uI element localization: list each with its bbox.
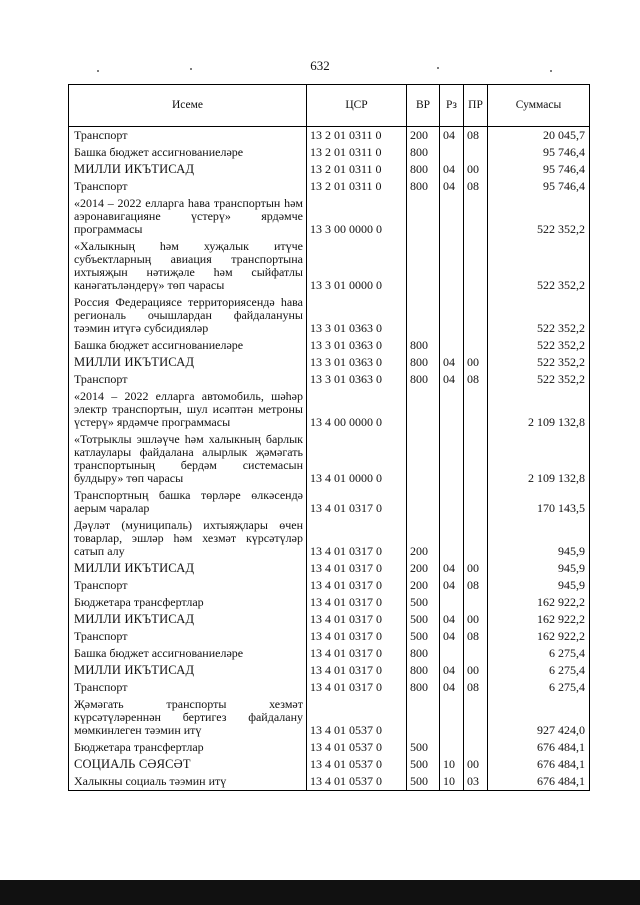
- table-row: [69, 161, 590, 178]
- cell-name: МИЛЛИ ИКЪТИСАД: [69, 161, 307, 178]
- cell-vr: 500: [407, 756, 440, 773]
- cell-pr: [464, 487, 488, 517]
- cell-name: «2014 – 2022 елларга һава транспортын һәм аэронавигацияне үстерү» ярдәмче программасы: [69, 195, 307, 238]
- cell-rz: 04: [440, 628, 464, 645]
- table-row: [69, 611, 590, 628]
- cell-sum: 95 746,4: [488, 178, 590, 195]
- scan-speck: [550, 70, 552, 72]
- cell-vr: 500: [407, 739, 440, 756]
- header-pr: ПР: [464, 85, 488, 127]
- cell-rz: 04: [440, 161, 464, 178]
- cell-pr: [464, 294, 488, 337]
- table-row: [69, 773, 590, 790]
- cell-name: Бюджетара трансфертлар: [69, 594, 307, 611]
- cell-rz: 04: [440, 354, 464, 371]
- cell-sum: 2 109 132,8: [488, 388, 590, 431]
- table-row: [69, 739, 590, 756]
- cell-name: Транспорт: [69, 679, 307, 696]
- cell-pr: 00: [464, 662, 488, 679]
- cell-pr: [464, 144, 488, 161]
- cell-pr: [464, 517, 488, 560]
- cell-csr: 13 2 01 0311 0: [307, 161, 407, 178]
- cell-vr: 800: [407, 679, 440, 696]
- cell-csr: 13 3 00 0000 0: [307, 195, 407, 238]
- cell-rz: [440, 238, 464, 294]
- header-sum: Суммасы: [488, 85, 590, 127]
- cell-csr: 13 2 01 0311 0: [307, 144, 407, 161]
- cell-name: Транспорт: [69, 371, 307, 388]
- cell-csr: 13 3 01 0000 0: [307, 238, 407, 294]
- table-row: [69, 371, 590, 388]
- cell-name: Транспорт: [69, 178, 307, 195]
- scan-speck: [437, 67, 439, 69]
- table-row: [69, 679, 590, 696]
- cell-rz: [440, 144, 464, 161]
- cell-name: МИЛЛИ ИКЪТИСАД: [69, 354, 307, 371]
- cell-name: «2014 – 2022 елларга автомобиль, шәһәр электр транспортын, шул исәптән метроны үстерү» ярдәмче программасы: [69, 388, 307, 431]
- cell-csr: 13 4 01 0317 0: [307, 594, 407, 611]
- cell-name: Бюджетара трансфертлар: [69, 739, 307, 756]
- cell-sum: 162 922,2: [488, 594, 590, 611]
- cell-sum: 522 352,2: [488, 337, 590, 354]
- scan-speck: [190, 68, 192, 70]
- cell-name: МИЛЛИ ИКЪТИСАД: [69, 611, 307, 628]
- cell-pr: 00: [464, 756, 488, 773]
- cell-rz: [440, 487, 464, 517]
- cell-rz: [440, 388, 464, 431]
- cell-rz: 04: [440, 560, 464, 577]
- cell-pr: [464, 431, 488, 487]
- cell-sum: 2 109 132,8: [488, 431, 590, 487]
- cell-vr: 500: [407, 594, 440, 611]
- cell-sum: 522 352,2: [488, 371, 590, 388]
- cell-pr: 08: [464, 679, 488, 696]
- cell-name: МИЛЛИ ИКЪТИСАД: [69, 560, 307, 577]
- cell-vr: 800: [407, 662, 440, 679]
- cell-rz: 04: [440, 577, 464, 594]
- cell-vr: 800: [407, 337, 440, 354]
- cell-vr: 800: [407, 178, 440, 195]
- table-bottom-border: [69, 790, 590, 791]
- cell-pr: 08: [464, 127, 488, 145]
- cell-csr: 13 4 01 0317 0: [307, 611, 407, 628]
- cell-csr: 13 4 01 0317 0: [307, 628, 407, 645]
- cell-pr: [464, 238, 488, 294]
- cell-sum: 676 484,1: [488, 756, 590, 773]
- cell-rz: [440, 739, 464, 756]
- table-row: [69, 388, 590, 431]
- cell-pr: 00: [464, 354, 488, 371]
- cell-name: СОЦИАЛЬ СӘЯСӘТ: [69, 756, 307, 773]
- cell-vr: [407, 294, 440, 337]
- cell-csr: 13 4 01 0537 0: [307, 773, 407, 790]
- cell-sum: 162 922,2: [488, 628, 590, 645]
- cell-sum: 927 424,0: [488, 696, 590, 739]
- cell-sum: 6 275,4: [488, 645, 590, 662]
- cell-name: Башка бюджет ассигнованиеләре: [69, 144, 307, 161]
- cell-sum: 522 352,2: [488, 354, 590, 371]
- cell-vr: [407, 388, 440, 431]
- cell-sum: 945,9: [488, 560, 590, 577]
- header-csr: ЦСР: [307, 85, 407, 127]
- cell-vr: 800: [407, 371, 440, 388]
- cell-csr: 13 4 01 0317 0: [307, 679, 407, 696]
- budget-table-body: [69, 127, 590, 791]
- cell-name: «Халыкның һәм хуҗалык итүче субъектларның авиация транспортына ихтыяҗын нәтиҗәле һәм сыйфатлы канәгатьләндерү» төп чарасы: [69, 238, 307, 294]
- cell-sum: 945,9: [488, 577, 590, 594]
- header-vr: ВР: [407, 85, 440, 127]
- cell-csr: 13 3 01 0363 0: [307, 294, 407, 337]
- cell-rz: 04: [440, 371, 464, 388]
- cell-csr: 13 4 01 0537 0: [307, 696, 407, 739]
- cell-rz: 10: [440, 773, 464, 790]
- cell-name: «Тотрыклы эшләүче һәм халыкның барлык катлаулары файдалана алырлык җәмәгать транспортының бердәм системасын булдыру» төп чарасы: [69, 431, 307, 487]
- table-row: [69, 662, 590, 679]
- cell-pr: 08: [464, 577, 488, 594]
- cell-csr: 13 4 01 0317 0: [307, 645, 407, 662]
- cell-vr: [407, 195, 440, 238]
- cell-sum: 522 352,2: [488, 238, 590, 294]
- cell-csr: 13 4 01 0537 0: [307, 739, 407, 756]
- cell-name: Җәмәгать транспорты хезмәт күрсәтүләреннән бертигез файдалану мөмкинлеген тәэмин итү: [69, 696, 307, 739]
- cell-vr: 200: [407, 577, 440, 594]
- cell-pr: 00: [464, 611, 488, 628]
- table-row: [69, 560, 590, 577]
- table-row: [69, 238, 590, 294]
- cell-name: Башка бюджет ассигнованиеләре: [69, 337, 307, 354]
- cell-csr: 13 4 01 0000 0: [307, 431, 407, 487]
- cell-csr: 13 4 01 0317 0: [307, 517, 407, 560]
- cell-pr: [464, 696, 488, 739]
- cell-name: Транспорт: [69, 577, 307, 594]
- table-row: [69, 127, 590, 145]
- table-row: [69, 294, 590, 337]
- cell-pr: 08: [464, 178, 488, 195]
- cell-name: Дәүләт (муниципаль) ихтыяҗлары өчен товарлар, эшләр һәм хезмәт күрсәтүләр сатып алу: [69, 517, 307, 560]
- cell-vr: 800: [407, 144, 440, 161]
- cell-pr: [464, 739, 488, 756]
- table-row: [69, 431, 590, 487]
- cell-csr: 13 3 01 0363 0: [307, 371, 407, 388]
- cell-sum: 945,9: [488, 517, 590, 560]
- cell-rz: [440, 594, 464, 611]
- cell-vr: 800: [407, 354, 440, 371]
- cell-csr: 13 4 01 0317 0: [307, 487, 407, 517]
- cell-vr: 200: [407, 127, 440, 145]
- cell-csr: 13 3 01 0363 0: [307, 354, 407, 371]
- table-row: [69, 756, 590, 773]
- scan-speck: [97, 70, 99, 72]
- cell-vr: 500: [407, 773, 440, 790]
- cell-pr: 03: [464, 773, 488, 790]
- cell-name: Халыкны социаль тәэмин итү: [69, 773, 307, 790]
- table-row: [69, 337, 590, 354]
- cell-vr: 500: [407, 611, 440, 628]
- cell-csr: 13 4 01 0317 0: [307, 577, 407, 594]
- cell-sum: 6 275,4: [488, 662, 590, 679]
- cell-rz: [440, 696, 464, 739]
- cell-csr: 13 2 01 0311 0: [307, 127, 407, 145]
- cell-pr: 08: [464, 371, 488, 388]
- cell-rz: [440, 337, 464, 354]
- cell-rz: [440, 294, 464, 337]
- cell-csr: 13 4 01 0317 0: [307, 662, 407, 679]
- table-row: [69, 517, 590, 560]
- cell-vr: [407, 696, 440, 739]
- cell-sum: 676 484,1: [488, 773, 590, 790]
- cell-rz: [440, 431, 464, 487]
- scan-edge-bar: [0, 880, 640, 905]
- cell-csr: 13 2 01 0311 0: [307, 178, 407, 195]
- table-row: [69, 628, 590, 645]
- cell-csr: 13 4 00 0000 0: [307, 388, 407, 431]
- cell-rz: [440, 517, 464, 560]
- cell-sum: 170 143,5: [488, 487, 590, 517]
- cell-csr: 13 4 01 0537 0: [307, 756, 407, 773]
- cell-pr: [464, 594, 488, 611]
- table-row: [69, 487, 590, 517]
- cell-rz: 04: [440, 679, 464, 696]
- cell-name: МИЛЛИ ИКЪТИСАД: [69, 662, 307, 679]
- cell-vr: [407, 431, 440, 487]
- cell-sum: 95 746,4: [488, 144, 590, 161]
- cell-vr: [407, 487, 440, 517]
- cell-name: Транспортның башка төрләре өлкәсендә аерым чаралар: [69, 487, 307, 517]
- cell-name: Башка бюджет ассигнованиеләре: [69, 645, 307, 662]
- cell-sum: 522 352,2: [488, 294, 590, 337]
- table-row: [69, 178, 590, 195]
- cell-vr: 800: [407, 161, 440, 178]
- cell-rz: 04: [440, 662, 464, 679]
- cell-rz: 04: [440, 611, 464, 628]
- cell-name: Транспорт: [69, 127, 307, 145]
- cell-pr: [464, 337, 488, 354]
- cell-vr: [407, 238, 440, 294]
- cell-sum: 6 275,4: [488, 679, 590, 696]
- cell-name: Транспорт: [69, 628, 307, 645]
- cell-sum: 162 922,2: [488, 611, 590, 628]
- cell-rz: [440, 195, 464, 238]
- cell-sum: 95 746,4: [488, 161, 590, 178]
- cell-rz: 04: [440, 127, 464, 145]
- cell-csr: 13 4 01 0317 0: [307, 560, 407, 577]
- table-row: [69, 594, 590, 611]
- budget-table: [68, 84, 590, 791]
- cell-vr: 200: [407, 517, 440, 560]
- table-row: [69, 645, 590, 662]
- cell-pr: [464, 195, 488, 238]
- table-row: [69, 144, 590, 161]
- table-row: [69, 696, 590, 739]
- table-row: [69, 354, 590, 371]
- table-header-row: [69, 85, 590, 127]
- header-name: Исеме: [69, 85, 307, 127]
- cell-rz: 10: [440, 756, 464, 773]
- header-rz: Рз: [440, 85, 464, 127]
- cell-sum: 676 484,1: [488, 739, 590, 756]
- cell-rz: 04: [440, 178, 464, 195]
- table-row: [69, 195, 590, 238]
- cell-vr: 800: [407, 645, 440, 662]
- cell-pr: [464, 388, 488, 431]
- cell-sum: 20 045,7: [488, 127, 590, 145]
- cell-csr: 13 3 01 0363 0: [307, 337, 407, 354]
- table-row: [69, 577, 590, 594]
- cell-sum: 522 352,2: [488, 195, 590, 238]
- cell-rz: [440, 645, 464, 662]
- cell-pr: [464, 645, 488, 662]
- cell-pr: 00: [464, 560, 488, 577]
- cell-pr: 08: [464, 628, 488, 645]
- cell-pr: 00: [464, 161, 488, 178]
- cell-name: Россия Федерациясе территориясендә һава региональ очышлардан файдалануны тәэмин итүгә субсидияләр: [69, 294, 307, 337]
- cell-vr: 200: [407, 560, 440, 577]
- cell-vr: 500: [407, 628, 440, 645]
- page-number: 632: [310, 58, 330, 73]
